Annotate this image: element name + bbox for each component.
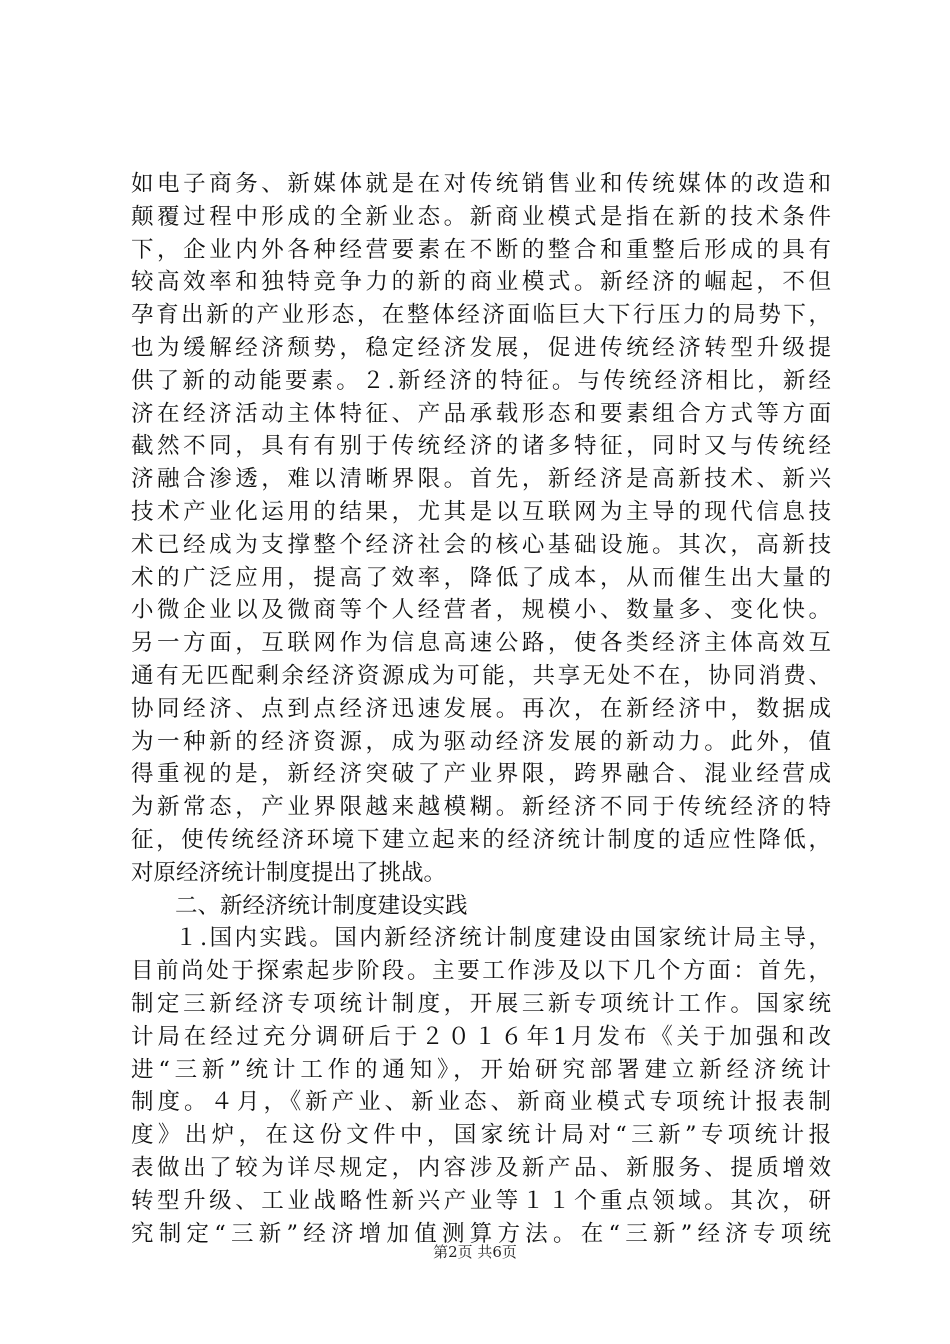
text-line: 目前尚处于探索起步阶段。主要工作涉及以下几个方面：首先， xyxy=(131,958,831,985)
text-line: 截然不同，具有有别于传统经济的诸多特征，同时又与传统经 xyxy=(131,433,831,460)
text-line: 征，使传统经济环境下建立起来的经济统计制度的适应性降低， xyxy=(131,826,831,853)
text-line: 制定三新经济专项统计制度，开展三新专项统计工作。国家统 xyxy=(131,990,831,1017)
section-heading: 二、新经济统计制度建设实践 xyxy=(175,892,468,919)
page-number: 第2页 共6页 xyxy=(433,1243,517,1261)
text-line: 协同经济、点到点经济迅速发展。再次，在新经济中，数据成 xyxy=(131,695,831,722)
text-line: 为新常态，产业界限越来越模糊。新经济不同于传统经济的特 xyxy=(131,794,831,821)
text-line: １.国内实践。国内新经济统计制度建设由国家统计局主导， xyxy=(175,925,831,952)
page-footer xyxy=(0,1242,950,1262)
text-line: 制度。４月，《新产业、新业态、新商业模式专项统计报表制 xyxy=(131,1089,831,1116)
text-line: 术的广泛应用，提高了效率，降低了成本，从而催生出大量的 xyxy=(131,564,831,591)
text-line: 较高效率和独特竞争力的新的商业模式。新经济的崛起，不但 xyxy=(131,269,831,296)
text-line: 表做出了较为详尽规定，内容涉及新产品、新服务、提质增效 xyxy=(131,1154,831,1181)
document-body xyxy=(131,168,831,1250)
text-line: 通有无匹配剩余经济资源成为可能，共享无处不在，协同消费、 xyxy=(131,662,831,689)
text-line: 转型升级、工业战略性新兴产业等１１个重点领域。其次，研 xyxy=(131,1187,831,1214)
text-line: 颠覆过程中形成的全新业态。新商业模式是指在新的技术条件 xyxy=(131,203,831,230)
text-line: 供了新的动能要素。２.新经济的特征。与传统经济相比，新经 xyxy=(131,367,831,394)
text-line: 术已经成为支撑整个经济社会的核心基础设施。其次，高新技 xyxy=(131,531,831,558)
text-line: 孕育出新的产业形态，在整体经济面临巨大下行压力的局势下， xyxy=(131,302,831,329)
text-line: 另一方面，互联网作为信息高速公路，使各类经济主体高效互 xyxy=(131,630,831,657)
text-line: 进“三新”统计工作的通知》，开始研究部署建立新经济统计 xyxy=(131,1056,831,1083)
text-line: 也为缓解经济颓势，稳定经济发展，促进传统经济转型升级提 xyxy=(131,334,831,361)
text-line: 为一种新的经济资源，成为驱动经济发展的新动力。此外，值 xyxy=(131,728,831,755)
text-line: 如电子商务、新媒体就是在对传统销售业和传统媒体的改造和 xyxy=(131,171,831,197)
text-line: 究制定“三新”经济增加值测算方法。在“三新”经济专项统 xyxy=(131,1220,831,1247)
text-line: 济融合渗透，难以清晰界限。首先，新经济是高新技术、新兴 xyxy=(131,466,831,493)
text-line: 小微企业以及微商等个人经营者，规模小、数量多、变化快。 xyxy=(131,597,831,624)
text-line: 度》出炉，在这份文件中，国家统计局对“三新”专项统计报 xyxy=(131,1122,831,1149)
text-line: 技术产业化运用的结果，尤其是以互联网为主导的现代信息技 xyxy=(131,498,831,525)
text-line: 济在经济活动主体特征、产品承载形态和要素组合方式等方面 xyxy=(131,400,831,427)
text-line: 下，企业内外各种经营要素在不断的整合和重整后形成的具有 xyxy=(131,236,831,263)
text-line: 对原经济统计制度提出了挑战。 xyxy=(131,859,447,886)
text-line: 得重视的是，新经济突破了产业界限，跨界融合、混业经营成 xyxy=(131,761,831,788)
text-line: 计局在经过充分调研后于２０１６年1月发布《关于加强和改 xyxy=(131,1023,831,1050)
